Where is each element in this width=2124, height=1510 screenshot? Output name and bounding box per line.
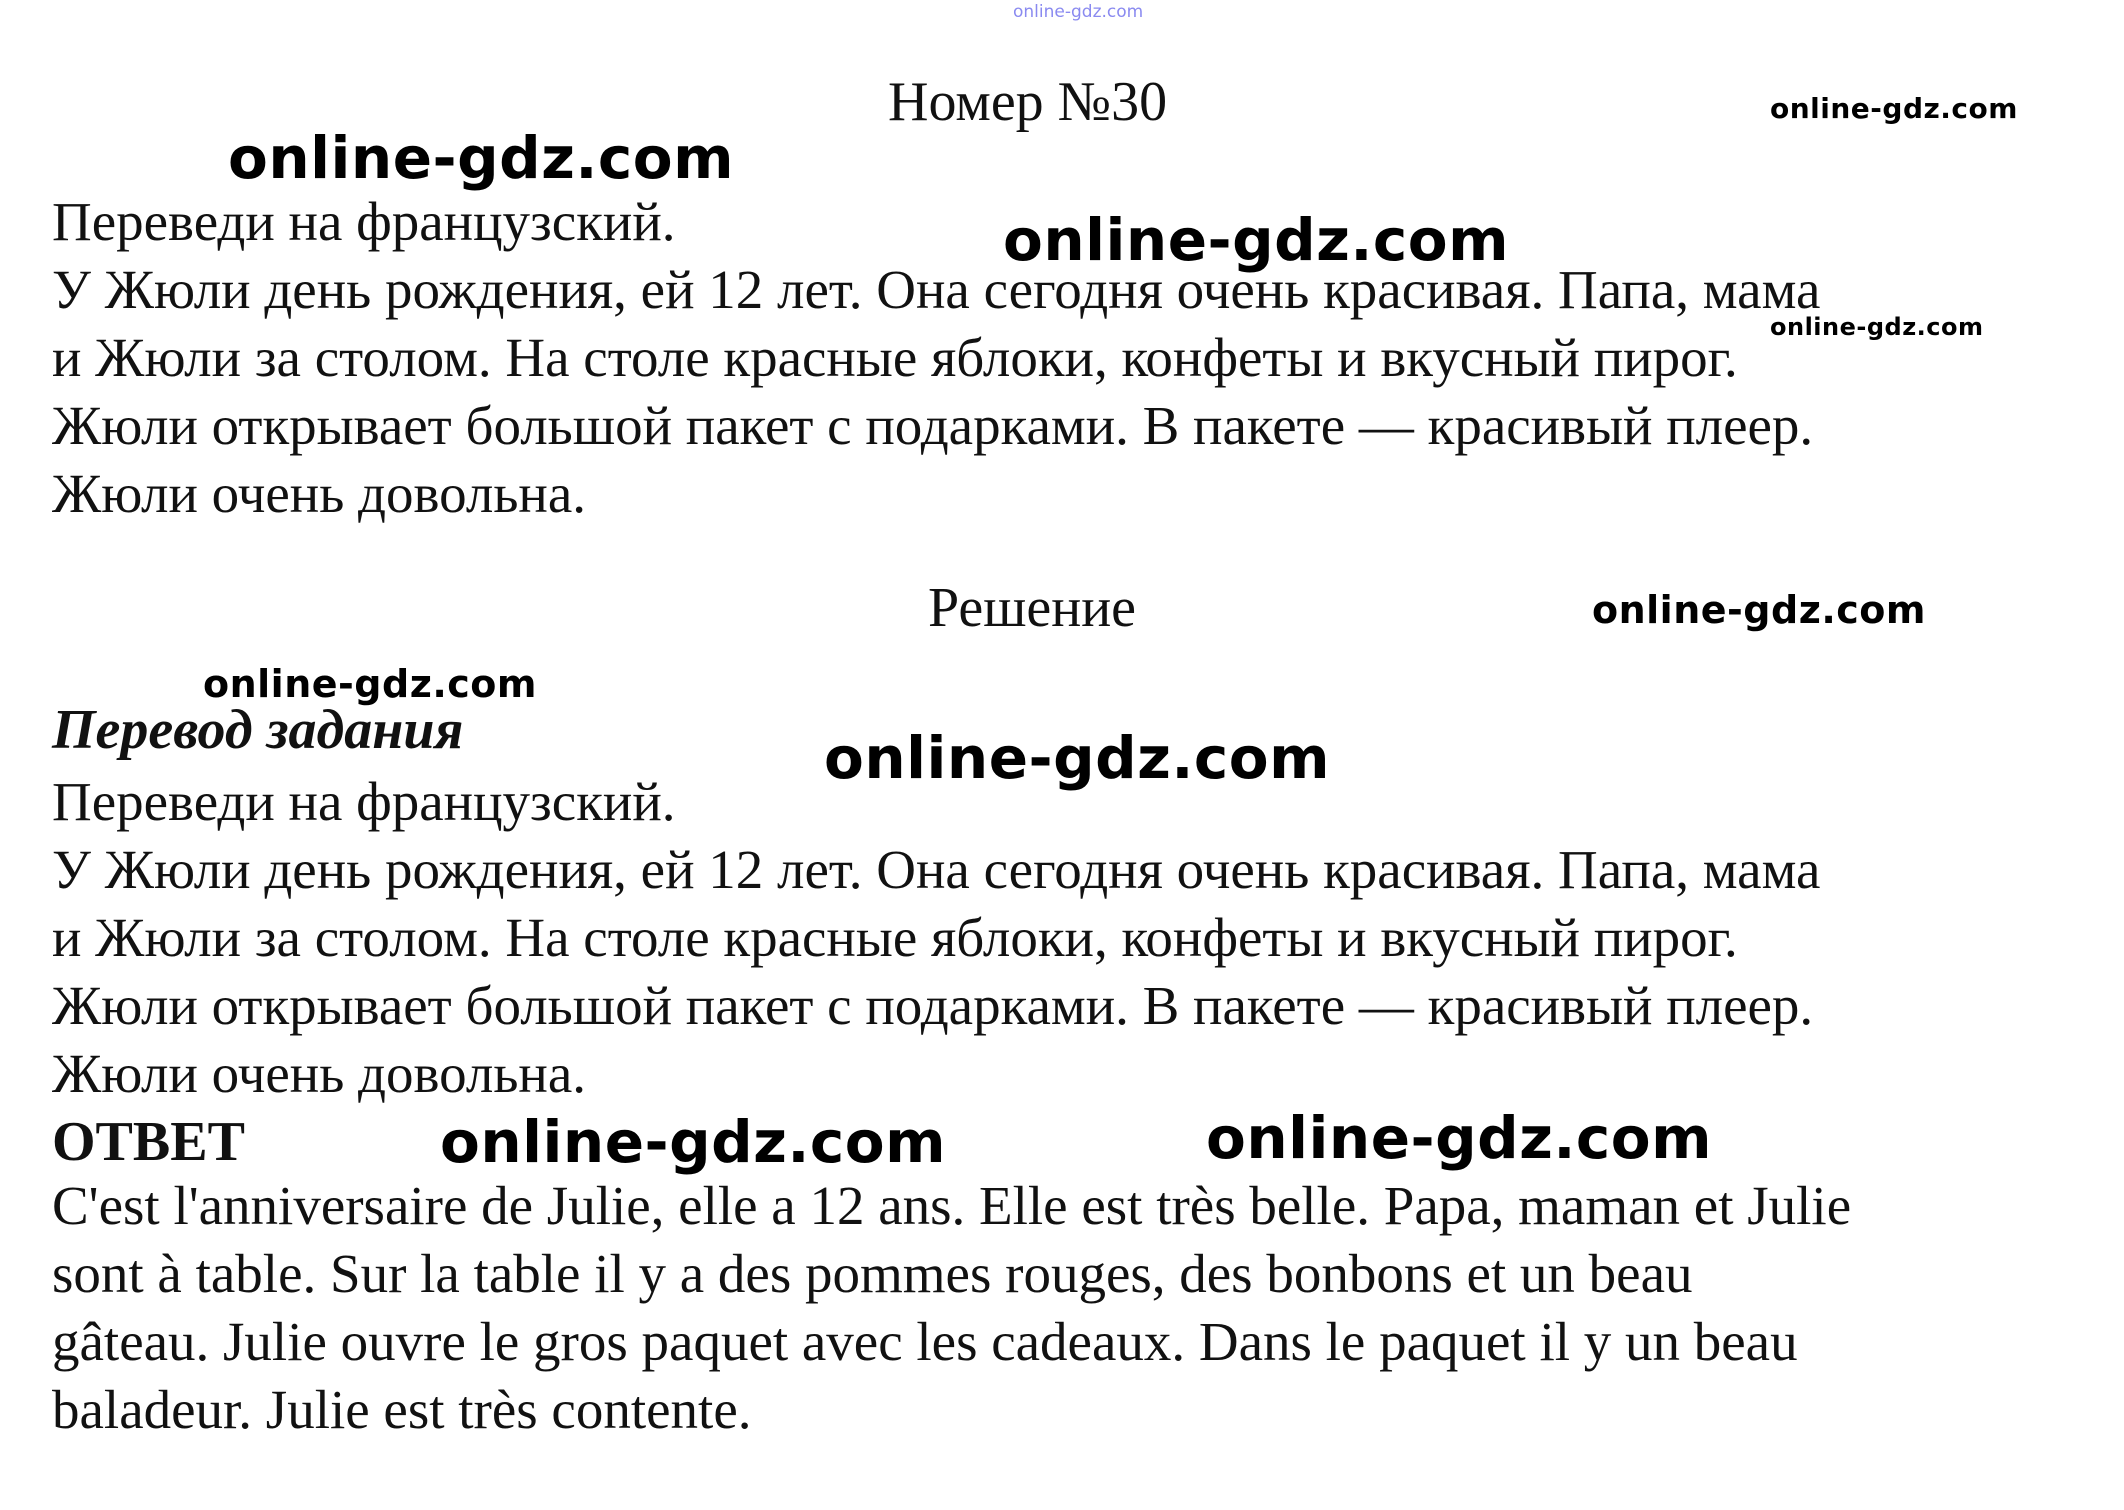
answer-text [52, 1172, 2092, 1444]
translation-line: и Жюли за столом. На столе красные яблоки, конфеты и вкусный пирог. [52, 907, 1738, 968]
watermark-top-tiny: online-gdz.com [1013, 2, 1144, 22]
watermark: online-gdz.com [203, 662, 537, 706]
page-title: Номер №30 [888, 71, 1168, 133]
answer-line: sont à table. Sur la table il y a des pommes rouges, des bonbons et un beau [52, 1243, 1693, 1304]
watermark: online-gdz.com [228, 124, 735, 192]
task-line: Жюли очень довольна. [52, 463, 587, 524]
translation-line: У Жюли день рождения, ей 12 лет. Она сегодня очень красивая. Папа, мама [52, 839, 1821, 900]
translation-line: Переведи на французский. [52, 771, 676, 832]
answer-line: gâteau. Julie ouvre le gros paquet avec les cadeaux. Dans le paquet il y un beau [52, 1311, 1798, 1372]
answer-line: baladeur. Julie est très contente. [52, 1379, 752, 1440]
task-text [52, 188, 2092, 528]
watermark: online-gdz.com [1770, 313, 1984, 341]
task-line: Переведи на французский. [52, 191, 676, 252]
task-line: У Жюли день рождения, ей 12 лет. Она сегодня очень красивая. Папа, мама [52, 259, 1821, 320]
watermark: online-gdz.com [1770, 92, 2018, 125]
translation-line: Жюли очень довольна. [52, 1043, 587, 1104]
watermark: online-gdz.com [1206, 1104, 1713, 1172]
solution-title: Решение [928, 577, 1137, 639]
translation-text [52, 768, 2092, 1108]
watermark: online-gdz.com [824, 724, 1331, 792]
answer-line: C'est l'anniversaire de Julie, elle a 12 ans. Elle est très belle. Papa, maman et Julie [52, 1175, 1852, 1236]
watermark: online-gdz.com [440, 1108, 947, 1176]
translation-line: Жюли открывает большой пакет с подарками. В пакете — красивый плеер. [52, 975, 1814, 1036]
answer-label: ОТВЕТ [52, 1111, 245, 1173]
task-line: и Жюли за столом. На столе красные яблоки, конфеты и вкусный пирог. [52, 327, 1738, 388]
watermark: online-gdz.com [1003, 206, 1510, 274]
task-line: Жюли открывает большой пакет с подарками. В пакете — красивый плеер. [52, 395, 1814, 456]
translation-heading: Перевод задания [52, 699, 464, 761]
watermark: online-gdz.com [1592, 588, 1926, 632]
